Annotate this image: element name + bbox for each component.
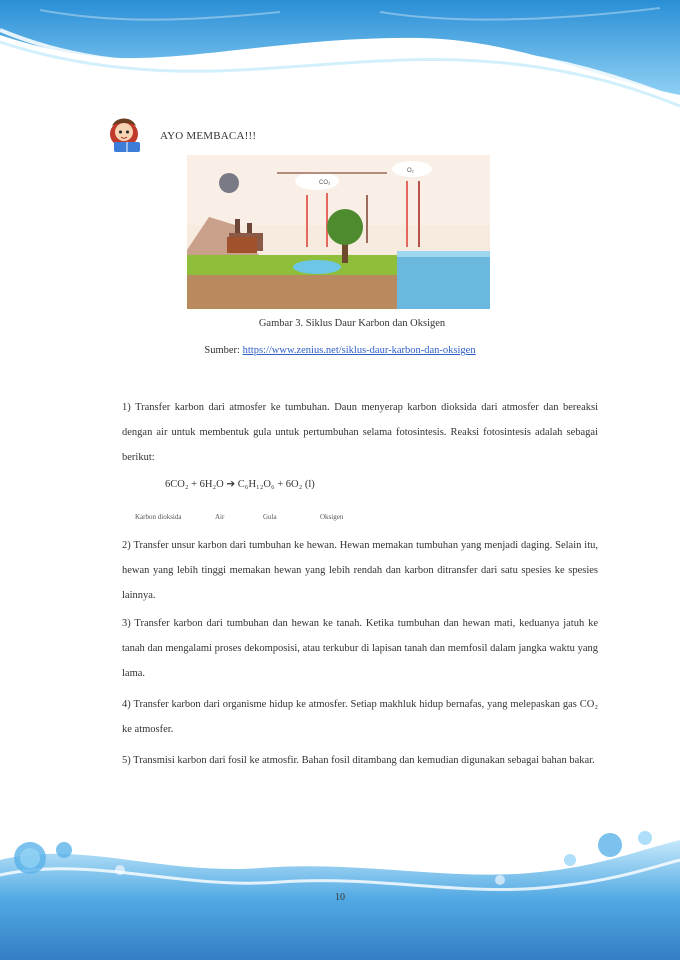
cloud-icon [295, 172, 339, 190]
legend-gula: Gula [263, 513, 277, 521]
bottom-water-decoration [0, 820, 680, 960]
figure-source [0, 345, 680, 356]
section-title: AYO MEMBACA!!! [160, 130, 257, 142]
paragraph-4: 4) Transfer karbon dari organisme hidup ke atmosfer. Setiap makhluk hidup bernafas, yang melepaskan gas CO₂ ke atmosfer. [122, 699, 598, 735]
carbon-oxygen-cycle-diagram [187, 155, 490, 309]
page-number: 10 [335, 892, 345, 903]
legend-air: Air [215, 513, 225, 521]
paragraph-2: 2) Transfer unsur karbon dari tumbuhan ke hewan. Hewan memakan tumbuhan yang menjadi daging. Selain itu, hewan yang lebih tinggi memakan hewan yang lebih rendah dan karbon ditransfer dari satu spesies ke spesies lainnya. [122, 540, 598, 601]
sun-icon [219, 173, 239, 193]
sea-shape [397, 251, 490, 309]
section-header [104, 112, 256, 156]
diagram-label-o2: O₂ [407, 168, 414, 174]
mascot-reading-icon [104, 112, 154, 156]
legend-karbon-dioksida: Karbon dioksida [135, 513, 182, 521]
figure-caption: Gambar 3. Siklus Daur Karbon dan Oksigen [258, 318, 446, 329]
paragraph-1: 1) Transfer karbon dari atmosfer ke tumbuhan. Daun menyerap karbon dioksida dari atmosfer dan bereaksi dengan air untuk membentuk gula untuk pertumbuhan selama fotosintesis. Reaksi fotosintesis adalah sebagai berikut: [122, 402, 598, 463]
photosynthesis-formula: 6CO₂ + 6H₂O ➔ C₆H₁₂O₆ + 6O₂ (l) [165, 479, 315, 490]
house-icon [227, 237, 257, 253]
source-link[interactable]: https://www.zenius.net/siklus-daur-karbon-dan-oksigen [242, 345, 476, 356]
tree-icon [327, 209, 363, 245]
pond-shape [293, 260, 341, 274]
source-label: Sumber: [204, 345, 243, 356]
legend-oksigen: Oksigen [320, 513, 344, 521]
diagram-label-co2: CO₂ [319, 180, 331, 186]
top-wave-decoration [0, 0, 680, 110]
paragraph-3: 3) Transfer karbon dari tumbuhan dan hewan ke tanah. Ketika tumbuhan dan hewan mati, keduanya jatuh ke tanah dan mengalami proses dekomposisi, atau terkubur di lapisan tanah dan memfosil dalam jangka waktu yang lama. [122, 618, 598, 679]
paragraph-5: 5) Transmisi karbon dari fosil ke atmosfir. Bahan fosil ditambang dan kemudian digunakan sebagai bahan bakar. [122, 755, 595, 766]
